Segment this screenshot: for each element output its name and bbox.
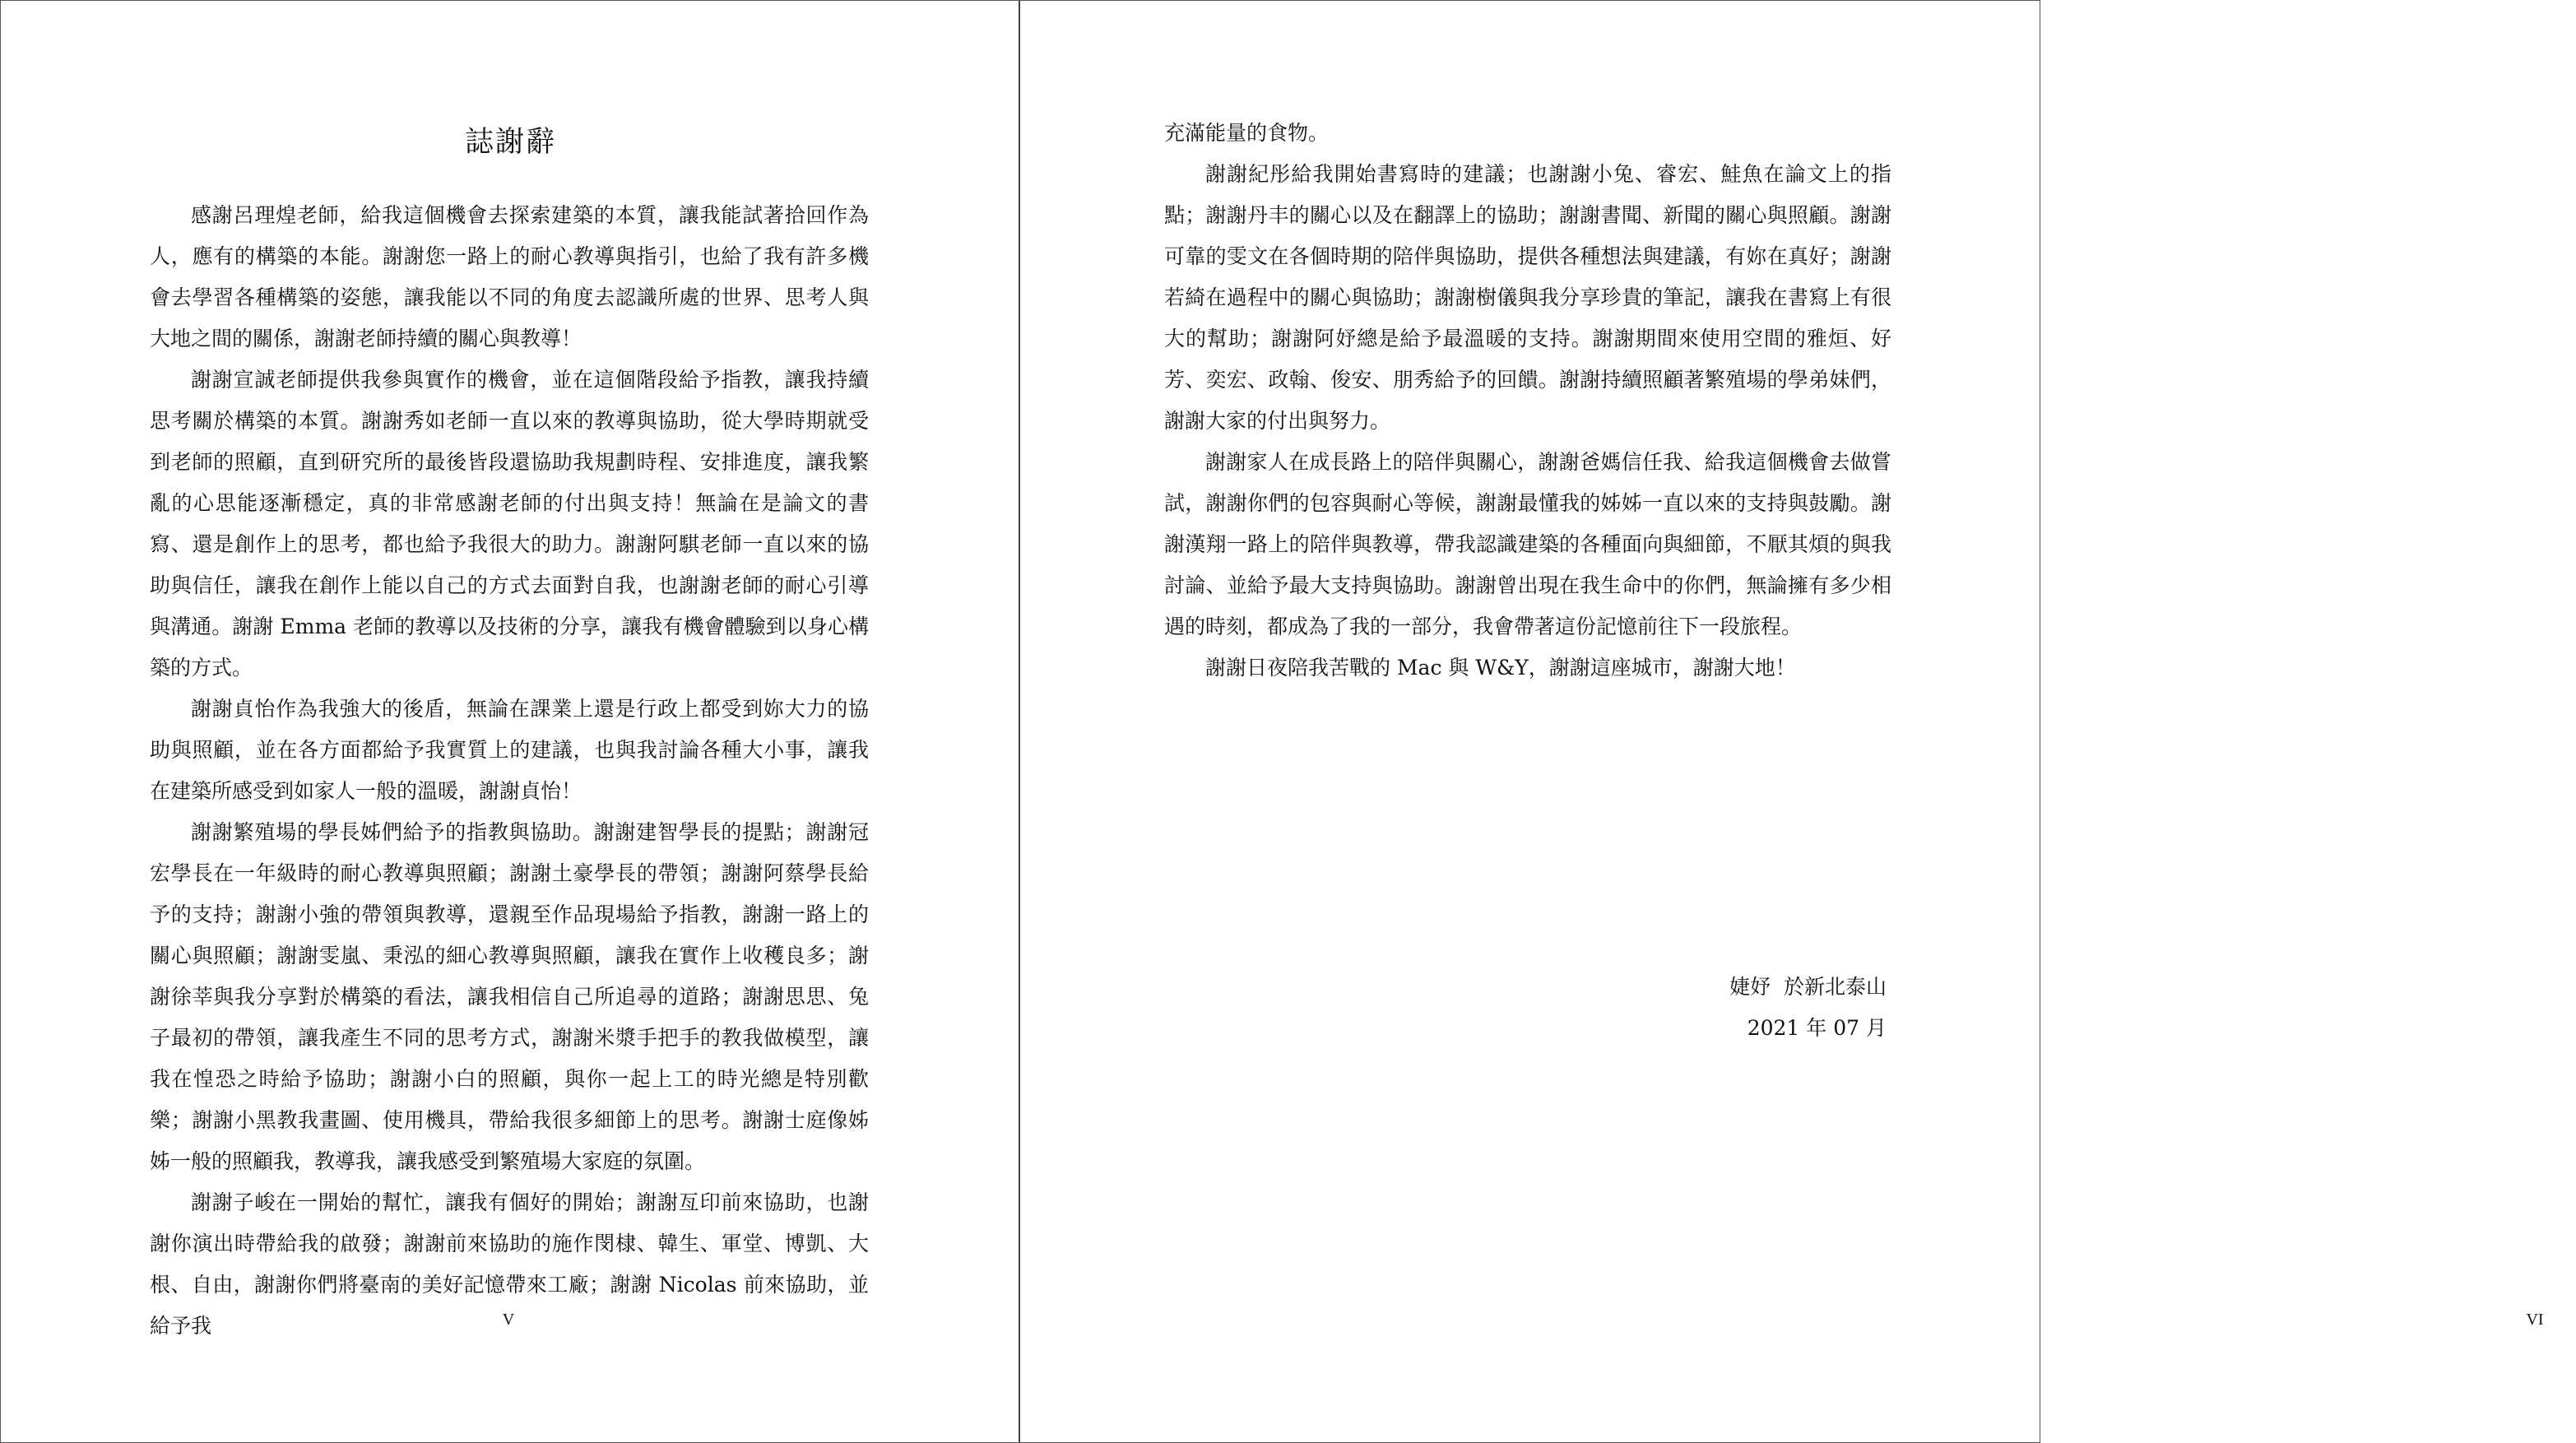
- paragraph: 謝謝繁殖場的學長姊們給予的指教與協助。謝謝建智學長的提點；謝謝冠宏學長在一年級時的耐心教導與照顧；謝謝土豪學長的帶領；謝謝阿蔡學長給予的支持；謝謝小強的帶領與教導，還親至作品現場給予指教，謝謝一路上的關心與照顧；謝謝雯嵐、秉泓的細心教導與照顧，讓我在實作上收穫良多；謝謝徐莘與我分享對於構築的看法，讓我相信自己所追尋的道路；謝謝思思、兔子最初的帶領，讓我產生不同的思考方式，謝謝米漿手把手的教我做模型，讓我在惶恐之時給予協助；謝謝小白的照顧，與你一起上工的時光總是特別歡樂；謝謝小黑教我畫圖、使用機具，帶給我很多細節上的思考。謝謝士庭像姊姊一般的照顧我，教導我，讓我感受到繁殖場大家庭的氛圍。: [150, 820, 869, 1173]
- right-page: [1020, 1, 2544, 1442]
- paragraph: 感謝呂理煌老師，給我這個機會去探索建築的本質，讓我能試著拾回作為人，應有的構築的本能。謝謝您一路上的耐心教導與指引，也給了我有許多機會去學習各種構築的姿態，讓我能以不同的角度去認識所處的世界、思考人與大地之間的關係，謝謝老師持續的關心與教導！: [150, 203, 869, 350]
- page-title: 誌謝辭: [464, 126, 556, 159]
- page-number: V: [502, 1311, 515, 1329]
- acknowledgement-body-left: [150, 195, 869, 1347]
- page-number: VI: [2526, 1311, 2544, 1329]
- paragraph: 謝謝紀彤給我開始書寫時的建議；也謝謝小兔、睿宏、鮭魚在論文上的指點；謝謝丹丰的關心以及在翻譯上的協助；謝謝書聞、新聞的關心與照顧。謝謝可靠的雯文在各個時期的陪伴與協助，提供各種想法與建議，有妳在真好；謝謝若綺在過程中的關心與協助；謝謝樹儀與我分享珍貴的筆記，讓我在書寫上有很大的幫助；謝謝阿妤總是給予最溫暖的支持。謝謝期間來使用空間的雅烜、好芳、奕宏、政翰、俊安、朋秀給予的回饋。謝謝持續照顧著繁殖場的學弟妹們，謝謝大家的付出與努力。: [1164, 162, 1891, 433]
- paragraph-continuation: 充滿能量的食物。: [1164, 121, 1330, 145]
- signature-name: 婕妤 於新北泰山: [1729, 975, 1887, 999]
- paragraph: 謝謝家人在成長路上的陪伴與關心，謝謝爸媽信任我、給我這個機會去做嘗試，謝謝你們的包容與耐心等候，謝謝最懂我的姊姊一直以來的支持與鼓勵。謝謝漢翔一路上的陪伴與教導，帶我認識建築的各種面向與細節，不厭其煩的與我討論、並給予最大支持與協助。謝謝曾出現在我生命中的你們，無論擁有多少相遇的時刻，都成為了我的一部分，我會帶著這份記憶前往下一段旅程。: [1164, 450, 1891, 638]
- paragraph: 謝謝貞怡作為我強大的後盾，無論在課業上還是行政上都受到妳大力的協助與照顧，並在各方面都給予我實質上的建議，也與我討論各種大小事，讓我在建築所感受到如家人一般的溫暖，謝謝貞怡！: [150, 697, 869, 803]
- paragraph: 謝謝子峻在一開始的幫忙，讓我有個好的開始；謝謝亙印前來協助，也謝謝你演出時帶給我的啟發；謝謝前來協助的施作閔棣、韓生、軍堂、博凱、大根、自由，謝謝你們將臺南的美好記憶帶來工廠；謝謝 Nicolas 前來協助，並給予我: [150, 1190, 869, 1338]
- signature-block: [1729, 967, 1887, 1049]
- paragraph: 謝謝宣誠老師提供我參與實作的機會，並在這個階段給予指教，讓我持續思考關於構築的本質。謝謝秀如老師一直以來的教導與協助，從大學時期就受到老師的照顧，直到研究所的最後皆段還協助我規劃時程、安排進度，讓我繁亂的心思能逐漸穩定，真的非常感謝老師的付出與支持！無論在是論文的書寫、還是創作上的思考，都也給予我很大的助力。謝謝阿騏老師一直以來的協助與信任，讓我在創作上能以自己的方式去面對自我，也謝謝老師的耐心引導與溝通。謝謝 Emma 老師的教導以及技術的分享，讓我有機會體驗到以身心構築的方式。: [150, 368, 869, 680]
- paragraph: 謝謝日夜陪我苦戰的 Mac 與 W&Y，謝謝這座城市，謝謝大地！: [1205, 656, 1796, 680]
- left-page: [1, 1, 1020, 1442]
- signature-date: 2021 年 07 月: [1747, 1016, 1887, 1040]
- acknowledgement-body-right: [1164, 113, 1891, 689]
